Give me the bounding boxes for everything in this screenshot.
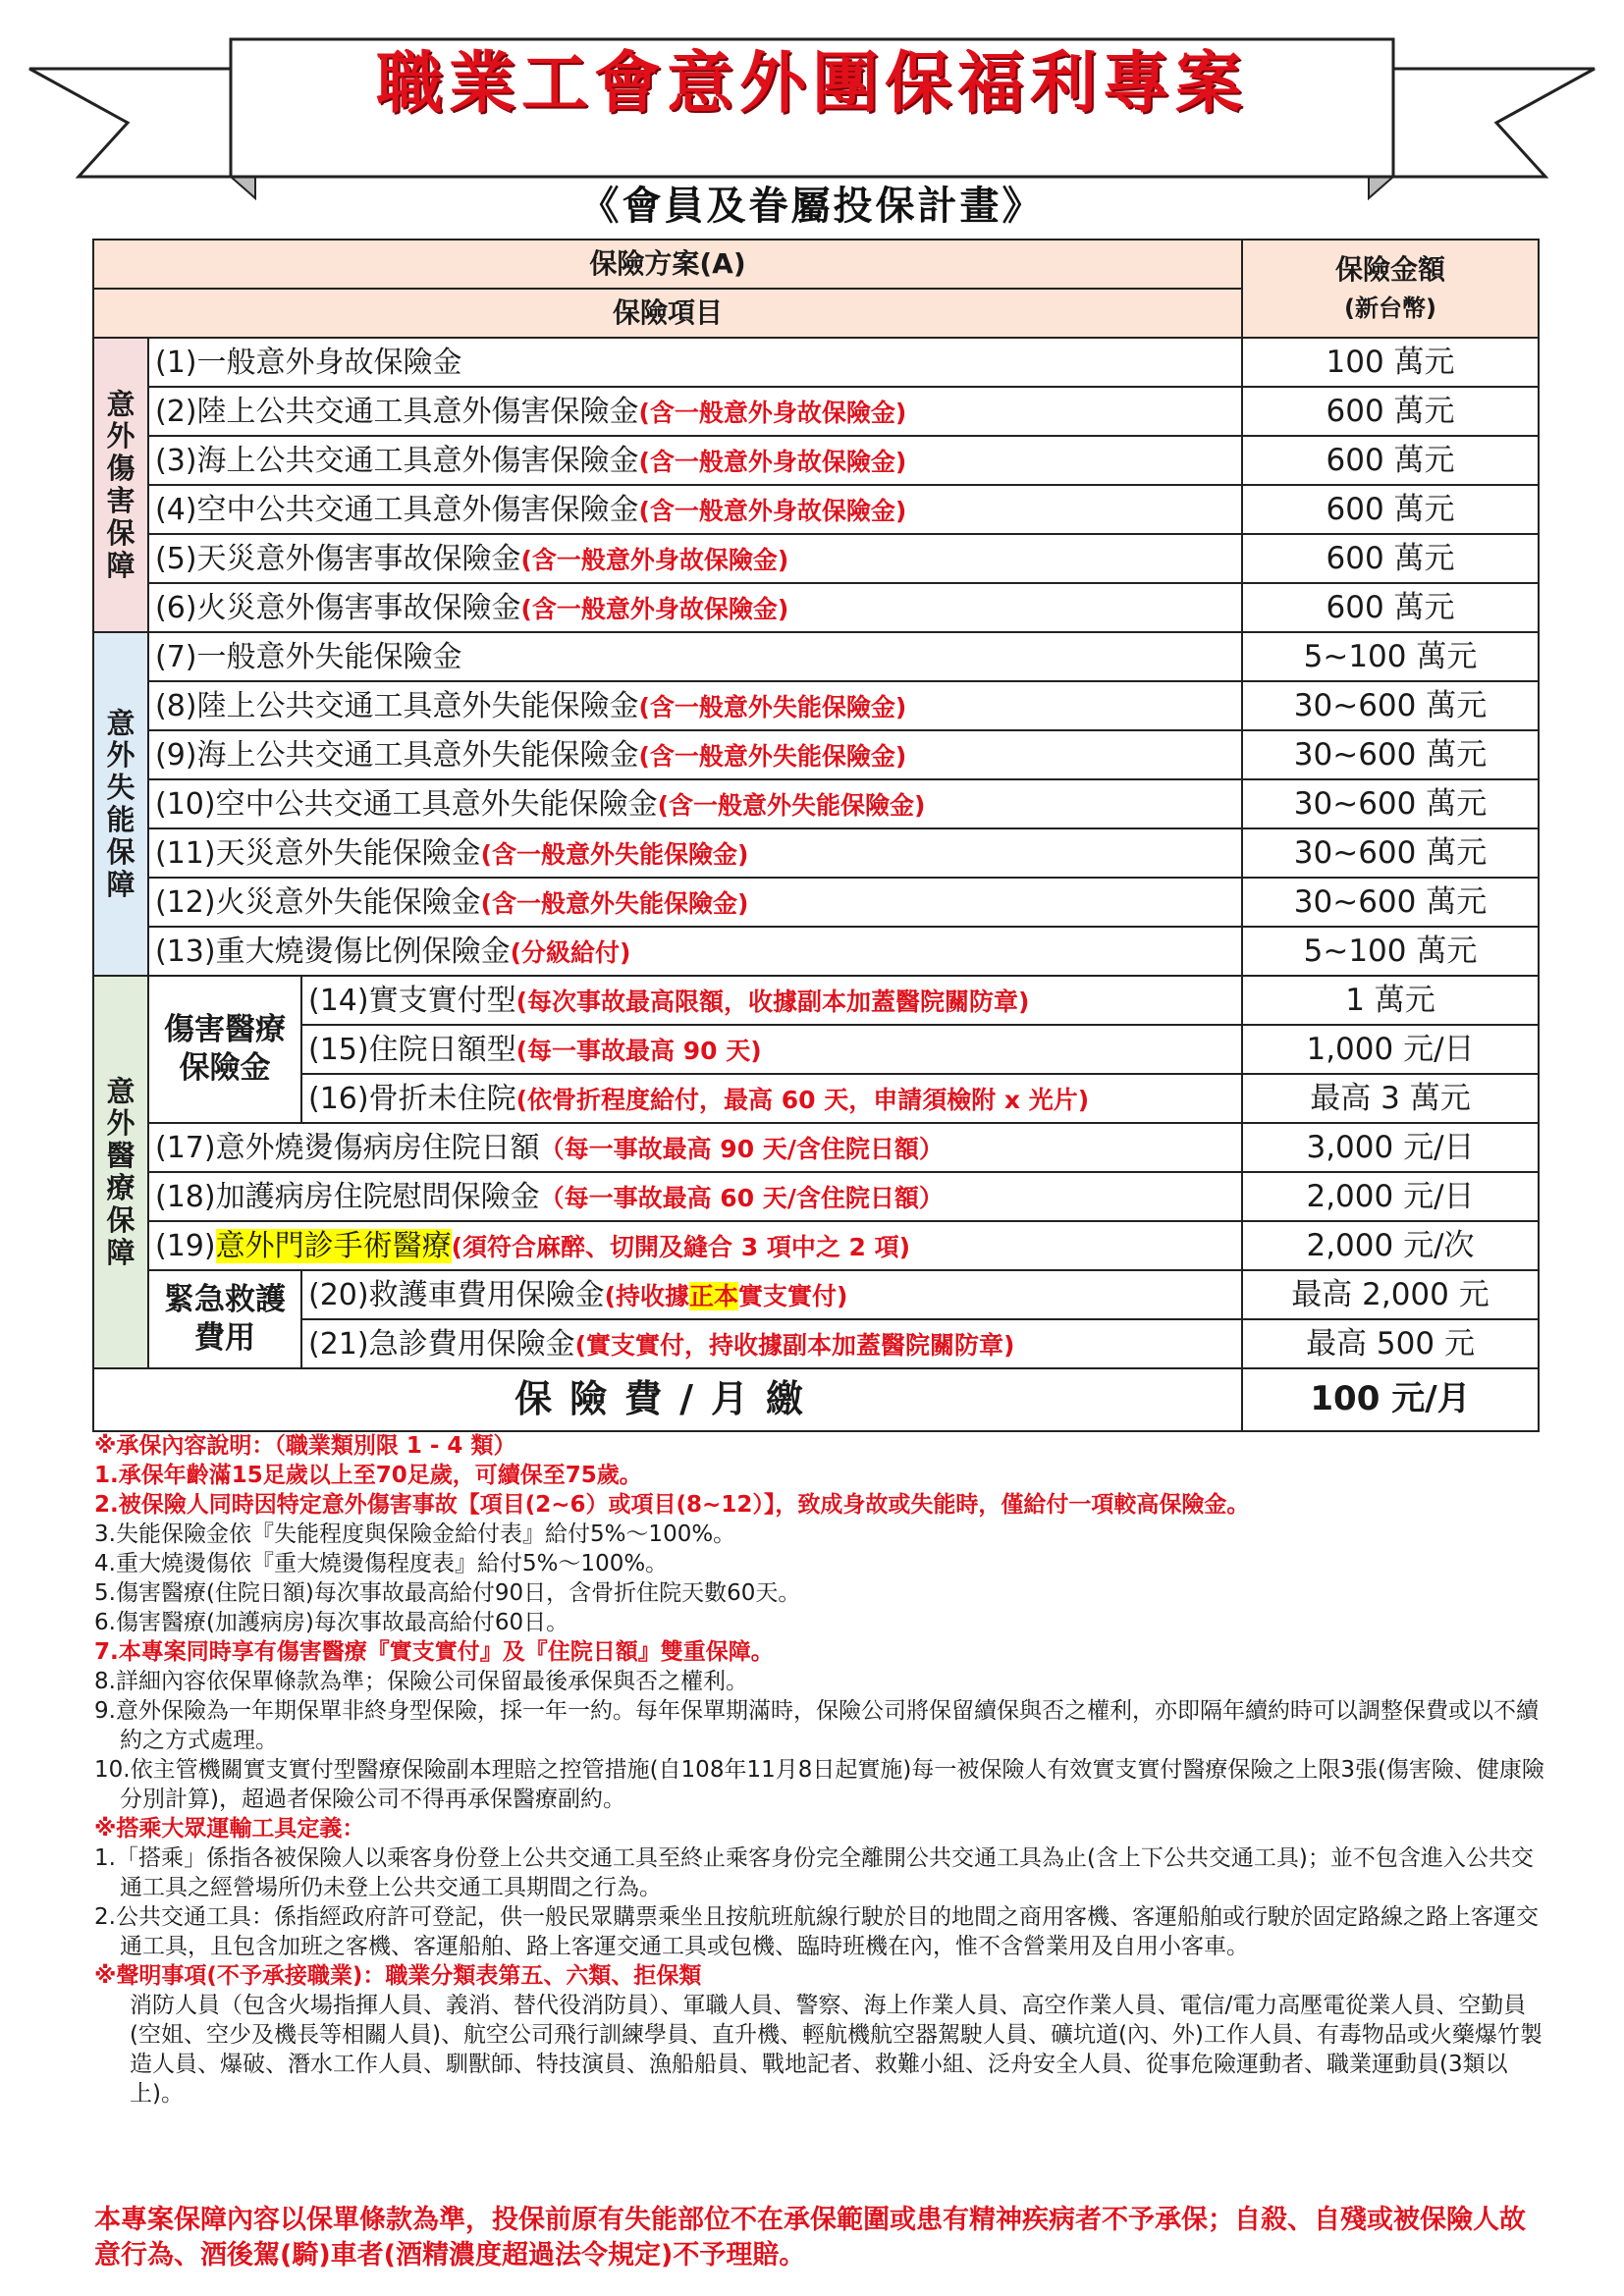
item-label: (3)海上公共交通工具意外傷害保險金 bbox=[155, 443, 639, 478]
item-label: (10)空中公共交通工具意外失能保險金 bbox=[155, 786, 658, 822]
item-cell bbox=[148, 828, 1242, 878]
item-cell bbox=[301, 1319, 1242, 1368]
item-label: (9)海上公共交通工具意外失能保險金 bbox=[155, 737, 639, 773]
subcategory-injury-medical: 傷害醫療保險金 bbox=[148, 976, 301, 1123]
item-note: (每一事故最高 90 天) bbox=[515, 1036, 762, 1065]
disclaimer-footer: 本專案保障內容以保單條款為準，投保前原有失能部位不在承保範圍或患有精神疾病者不予承保；自殺、自殘或被保險人故意行為、酒後駕(騎)車者(酒精濃度超過法令規定)不予理賠。 bbox=[94, 2205, 1526, 2270]
item-note: (含一般意外身故保險金) bbox=[638, 496, 907, 525]
item-cell bbox=[148, 730, 1242, 779]
table-header-row bbox=[93, 240, 1539, 289]
coverage-note: 1.承保年齡滿15足歲以上至70足歲，可續保至75歲。 bbox=[94, 1463, 642, 1488]
amount-cell: 最高 500 元 bbox=[1242, 1319, 1539, 1368]
coverage-note: 3.失能保險金依『失能程度與保險金給付表』給付5%～100%。 bbox=[94, 1522, 736, 1547]
item-cell bbox=[301, 976, 1242, 1025]
table-row bbox=[93, 730, 1539, 779]
item-label: (21)急診費用保險金 bbox=[308, 1326, 575, 1362]
coverage-note: 2.被保險人同時因特定意外傷害事故【項目(2~6）或項目(8~12）】，致成身故或失能時，僅給付一項較高保險金。 bbox=[94, 1492, 1250, 1518]
table-row bbox=[93, 1221, 1539, 1270]
amount-cell: 30~600 萬元 bbox=[1242, 878, 1539, 927]
item-cell bbox=[148, 338, 1242, 387]
item-label: (8)陸上公共交通工具意外失能保險金 bbox=[155, 688, 639, 723]
item-label: (4)空中公共交通工具意外傷害保險金 bbox=[155, 492, 639, 527]
table-row bbox=[93, 1319, 1539, 1368]
amount-header-unit: (新台幣) bbox=[1344, 294, 1436, 322]
table-row bbox=[93, 338, 1539, 387]
table-row bbox=[93, 1270, 1539, 1319]
item-cell bbox=[301, 1074, 1242, 1123]
item-cell bbox=[148, 1172, 1242, 1221]
table-row bbox=[93, 632, 1539, 681]
item-note: (含一般意外身故保險金) bbox=[638, 447, 907, 476]
table-row bbox=[93, 534, 1539, 583]
item-note: (含一般意外身故保險金) bbox=[520, 545, 789, 574]
table-row bbox=[93, 1123, 1539, 1172]
amount-cell: 30~600 萬元 bbox=[1242, 730, 1539, 779]
table-row bbox=[93, 927, 1539, 976]
item-label: (2)陸上公共交通工具意外傷害保險金 bbox=[155, 394, 639, 429]
item-note-pre: (持收據 bbox=[604, 1281, 690, 1310]
amount-cell: 100 萬元 bbox=[1242, 338, 1539, 387]
amount-cell: 1,000 元/日 bbox=[1242, 1025, 1539, 1074]
coverage-note: 9.意外保險為一年期保單非終身型保險，採一年一約。每年保單期滿時，保險公司將保留續保與否之權利，亦即隔年續約時可以調整保費或以不續約之方式處理。 bbox=[94, 1698, 1539, 1753]
item-label: (5)天災意外傷害事故保險金 bbox=[155, 541, 521, 576]
item-note: （每一事故最高 60 天/含住院日額） bbox=[539, 1183, 944, 1212]
item-cell bbox=[148, 534, 1242, 583]
table-row bbox=[93, 387, 1539, 436]
table-row bbox=[93, 1025, 1539, 1074]
item-cell bbox=[148, 583, 1242, 632]
amount-header-label: 保險金額 bbox=[1335, 253, 1446, 287]
item-cell bbox=[148, 1221, 1242, 1270]
declaration-title: ※聲明事項(不予承接職業)：職業分類表第五、六類、拒保類 bbox=[94, 1963, 702, 1989]
item-note: (含一般意外身故保險金) bbox=[638, 398, 907, 427]
category-accident: 意外傷害保障 bbox=[93, 338, 148, 632]
item-note: （每一事故最高 90 天/含住院日額） bbox=[539, 1134, 944, 1163]
item-label: (14)實支實付型 bbox=[308, 983, 516, 1018]
amount-cell: 2,000 元/次 bbox=[1242, 1221, 1539, 1270]
item-note: (須符合麻醉、切開及縫合 3 項中之 2 項) bbox=[451, 1232, 911, 1261]
table-row bbox=[93, 583, 1539, 632]
item-note: (依骨折程度給付，最高 60 天，申請須檢附 x 光片) bbox=[515, 1085, 1090, 1114]
item-label: (15)住院日額型 bbox=[308, 1032, 516, 1067]
banner-title: 職業工會意外團保福利專案 bbox=[375, 45, 1248, 123]
category-disability: 意外失能保障 bbox=[93, 632, 148, 976]
banner-left-tail bbox=[29, 69, 255, 177]
item-label-prefix: (19) bbox=[155, 1228, 216, 1263]
item-label-highlight: 意外門診手術醫療 bbox=[215, 1228, 452, 1263]
category-medical: 意外醫療保障 bbox=[93, 976, 148, 1368]
item-note: (含一般意外身故保險金) bbox=[520, 594, 789, 623]
amount-cell: 30~600 萬元 bbox=[1242, 681, 1539, 730]
item-note: (分級給付) bbox=[510, 937, 631, 967]
table-row bbox=[93, 1074, 1539, 1123]
item-label: (13)重大燒燙傷比例保險金 bbox=[155, 934, 511, 969]
notes-section bbox=[94, 1431, 1547, 2109]
item-label: (16)骨折未住院 bbox=[308, 1081, 516, 1116]
item-label: (20)救護車費用保險金 bbox=[308, 1277, 605, 1312]
amount-cell: 600 萬元 bbox=[1242, 436, 1539, 485]
item-label: (17)意外燒燙傷病房住院日額 bbox=[155, 1130, 540, 1165]
item-cell bbox=[148, 681, 1242, 730]
amount-cell: 1 萬元 bbox=[1242, 976, 1539, 1025]
item-label: (11)天災意外失能保險金 bbox=[155, 835, 481, 871]
item-cell bbox=[148, 1123, 1242, 1172]
amount-cell: 600 萬元 bbox=[1242, 583, 1539, 632]
premium-amount: 100 元/月 bbox=[1242, 1368, 1539, 1431]
table-row bbox=[93, 1172, 1539, 1221]
amount-cell: 2,000 元/日 bbox=[1242, 1172, 1539, 1221]
table-row bbox=[93, 828, 1539, 878]
table-row bbox=[93, 976, 1539, 1025]
declaration-body: 消防人員（包含火場指揮人員、義消、替代役消防員）、軍職人員、警察、海上作業人員、高空作業人員、電信/電力高壓電從業人員、空勤員(空姐、空少及機長等相關人員)、航空公司飛行訓練學員、直升機、輕航機航空器駕駛人員、礦坑道(內、外)工作人員、有毒物品或火藥爆竹製造人員、爆破、潛水工作人員、馴獸師、特技演員、漁船船員、戰地記者、救難小組、泛舟安全人員、從事危險運動者、職業運動員(3類以上)。 bbox=[130, 1993, 1543, 2107]
coverage-note: 7.本專案同時享有傷害醫療『實支實付』及『住院日額』雙重保障。 bbox=[94, 1639, 774, 1665]
item-note: (含一般意外失能保險金) bbox=[480, 839, 749, 869]
benefits-table bbox=[92, 239, 1540, 1432]
amount-cell: 3,000 元/日 bbox=[1242, 1123, 1539, 1172]
premium-row bbox=[93, 1368, 1539, 1431]
coverage-note: 8.詳細內容依保單條款為準；保險公司保留最後承保與否之權利。 bbox=[94, 1669, 748, 1694]
item-note: (實支實付，持收據副本加蓋醫院關防章) bbox=[574, 1330, 1015, 1360]
coverage-note: 6.傷害醫療(加護病房)每次事故最高給付60日。 bbox=[94, 1610, 569, 1635]
item-cell bbox=[148, 632, 1242, 681]
item-header: 保險項目 bbox=[93, 289, 1242, 338]
item-cell bbox=[301, 1270, 1242, 1319]
item-note: (含一般意外失能保險金) bbox=[480, 888, 749, 918]
coverage-notes-title: ※承保內容說明：（職業類別限 1 - 4 類） bbox=[94, 1433, 516, 1459]
amount-cell: 600 萬元 bbox=[1242, 534, 1539, 583]
amount-cell: 最高 3 萬元 bbox=[1242, 1074, 1539, 1123]
coverage-note: 10.依主管機關實支實付型醫療保險副本理賠之控管措施(自108年11月8日起實施)每一被保險人有效實支實付醫療保險之上限3張(傷害險、健康險分別計算)，超過者保險公司不得再承保醫療副約。 bbox=[94, 1757, 1544, 1812]
item-cell bbox=[148, 927, 1242, 976]
item-note-post: 實支實付) bbox=[738, 1281, 848, 1310]
table-row bbox=[93, 436, 1539, 485]
amount-cell: 最高 2,000 元 bbox=[1242, 1270, 1539, 1319]
item-cell bbox=[148, 387, 1242, 436]
item-note: (含一般意外失能保險金) bbox=[638, 692, 907, 721]
table-row bbox=[93, 878, 1539, 927]
item-cell bbox=[148, 436, 1242, 485]
amount-cell: 30~600 萬元 bbox=[1242, 779, 1539, 828]
item-cell bbox=[148, 878, 1242, 927]
transport-definition-title: ※搭乘大眾運輸工具定義： bbox=[94, 1816, 365, 1842]
banner-right-tail bbox=[1369, 69, 1595, 177]
table-row bbox=[93, 779, 1539, 828]
amount-cell: 5~100 萬元 bbox=[1242, 632, 1539, 681]
item-note: (含一般意外失能保險金) bbox=[638, 741, 907, 771]
item-label: (7)一般意外失能保險金 bbox=[155, 639, 462, 674]
coverage-note: 4.重大燒燙傷依『重大燒燙傷程度表』給付5%～100%。 bbox=[94, 1551, 669, 1576]
transport-definition: 2.公共交通工具：係指經政府許可登記，供一般民眾購票乘坐且按航班航線行駛於目的地間之商用客機、客運船舶或行駛於固定路線之路上客運交通工具，且包含加班之客機、客運船舶、路上客運交通工具或包機、臨時班機在內，惟不含營業用及自用小客車。 bbox=[94, 1904, 1539, 1959]
item-label: (12)火災意外失能保險金 bbox=[155, 884, 481, 920]
table-row bbox=[93, 681, 1539, 730]
coverage-note: 5.傷害醫療(住院日額)每次事故最高給付90日，含骨折住院天數60天。 bbox=[94, 1580, 801, 1606]
plan-header: 保險方案(A) bbox=[93, 240, 1242, 289]
item-label: (6)火災意外傷害事故保險金 bbox=[155, 590, 521, 625]
item-note: (每次事故最高限額，收據副本加蓋醫院關防章) bbox=[515, 987, 1030, 1016]
item-label: (18)加護病房住院慰問保險金 bbox=[155, 1179, 540, 1214]
amount-cell: 600 萬元 bbox=[1242, 485, 1539, 534]
item-cell bbox=[148, 485, 1242, 534]
premium-label: 保險費/月繳 bbox=[93, 1368, 1242, 1431]
table-row bbox=[93, 485, 1539, 534]
amount-cell: 5~100 萬元 bbox=[1242, 927, 1539, 976]
amount-header bbox=[1242, 240, 1539, 338]
amount-cell: 30~600 萬元 bbox=[1242, 828, 1539, 878]
amount-cell: 600 萬元 bbox=[1242, 387, 1539, 436]
item-label: (1)一般意外身故保險金 bbox=[155, 345, 462, 380]
item-cell bbox=[301, 1025, 1242, 1074]
page-subtitle: 《會員及眷屬投保計畫》 bbox=[579, 184, 1045, 229]
transport-definition: 1.「搭乘」係指各被保險人以乘客身份登上公共交通工具至終止乘客身份完全離開公共交通工具為止(含上下公共交通工具)；並不包含進入公共交通工具之經營場所仍未登上公共交通工具期間之行為。 bbox=[94, 1845, 1534, 1900]
item-note-highlight: 正本 bbox=[689, 1281, 739, 1310]
item-cell bbox=[148, 779, 1242, 828]
item-note: (含一般意外失能保險金) bbox=[657, 790, 926, 820]
subcategory-emergency: 緊急救護費用 bbox=[148, 1270, 301, 1368]
